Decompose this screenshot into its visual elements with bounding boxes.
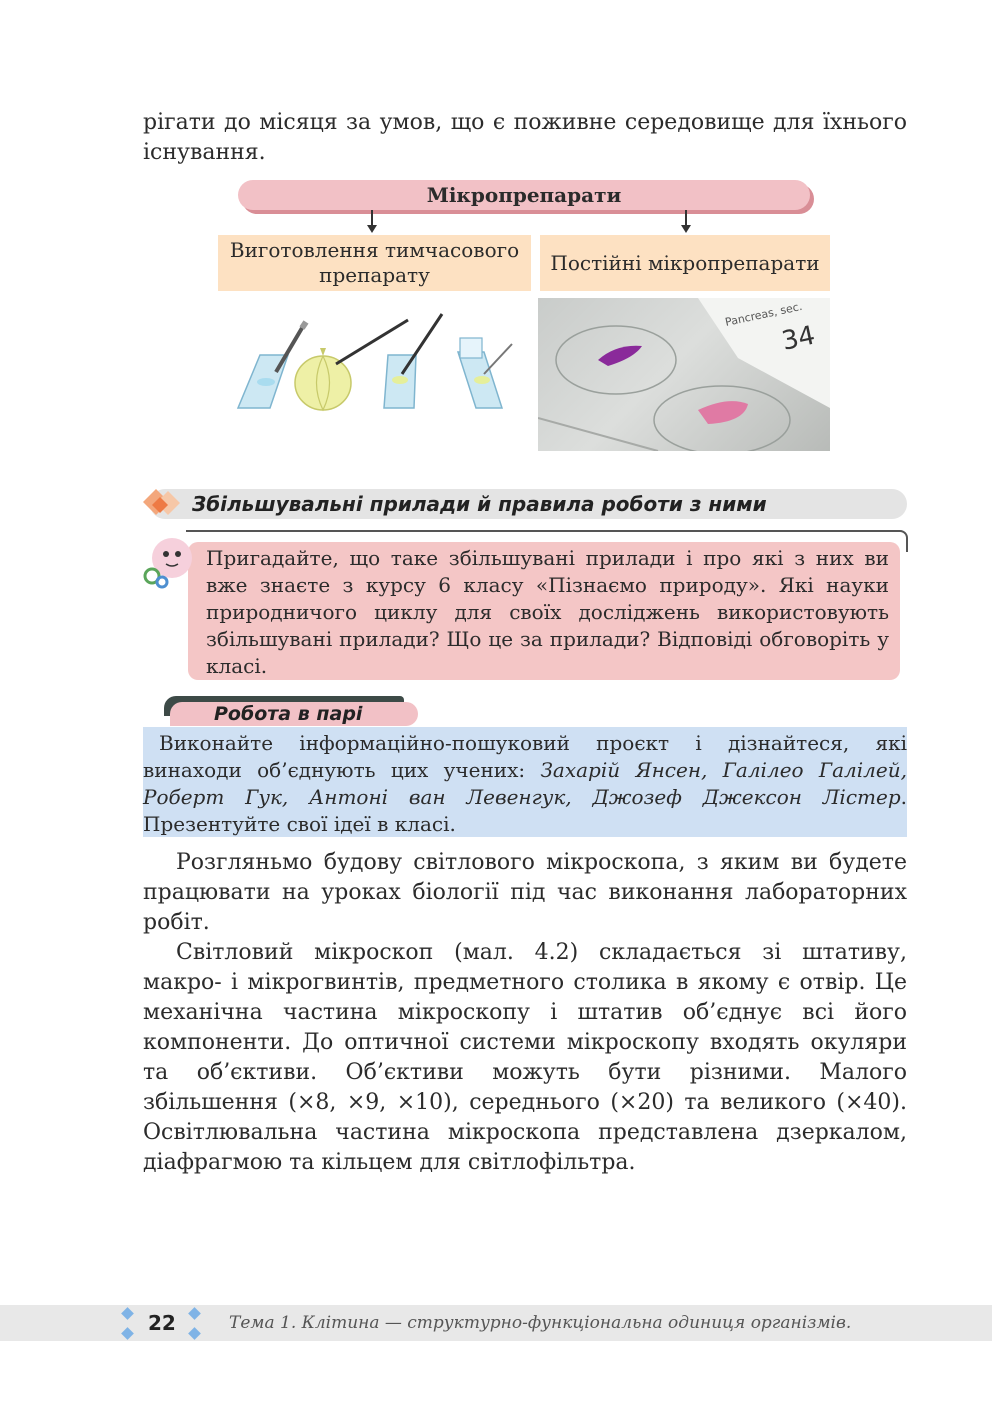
slide-with-pipette <box>238 322 306 408</box>
page-number: 22 <box>148 1311 176 1335</box>
footer-topic: Тема 1. Клітина — структурно-функціональна одиниця організмів. <box>229 1313 852 1333</box>
arrow-right-head <box>681 225 691 233</box>
pair-work-title: Робота в парі <box>214 703 363 725</box>
slides-photo-drawing <box>538 298 830 451</box>
arrow-left-line <box>371 210 373 226</box>
pair-work-text-end: . Презентуйте свої ідеї в класі. <box>143 785 907 836</box>
permanent-slides-photo <box>538 298 830 451</box>
body-paragraph-1: Розгляньмо будову світлового мікроскопа, з яким ви будете працювати на уроках біології під час виконання лабораторних робіт. <box>143 850 907 935</box>
pair-work-text <box>143 730 907 838</box>
intro-paragraph: рігати до місяця за умов, що є поживне середовище для їхнього існування. <box>143 110 907 165</box>
axolotl-mascot-icon <box>140 534 198 590</box>
recall-text: Пригадайте, що таке збільшувані прилади і про які з них ви вже знаєте з курсу 6 класу «Пізнаємо природу». Які науки природничого циклу для своїх досліджень використовують збільшувані прилади? Що це за прилади? Відповіді обговоріть у класі. <box>206 546 889 678</box>
body-paragraph-2: Світловий мікроскоп (мал. 4.2) складається зі штативу, макро- і мікрогвинтів, предметного столика в якому є отвір. Це механічна частина мікроскопу і штатив об’єднує всі його компоненти. До оптичної системи мікроскопу входять окуляри та об’єктиви. Об’єктиви можуть бути різними. Малого збільшення (×8, ×9, ×10), середнього (×20) та великого (×40). Освітлювальна частина мікроскопа представлена дзеркалом, діафрагмою та кільцем для світлофільтра. <box>143 940 907 1175</box>
preparation-steps-illustration <box>230 310 530 420</box>
photo-label-number: 34 <box>779 320 818 357</box>
slide-with-cover-glass <box>458 338 512 408</box>
photo-label-top: Pancreas, sec. <box>723 299 804 329</box>
section-title: Збільшувальні прилади й правила роботи з ними <box>192 492 767 516</box>
pair-work-text-start: Виконайте інформаційно-пошуковий проєкт і дізнайтеся, які винаходи об’єднують цих учених: <box>143 731 907 782</box>
arrow-left-head <box>367 225 377 233</box>
scientist-names: Захарій Янсен, Галілео Галілей, Роберт Гук, Антоні ван Левенгук, Джозеф Джексон Лістер <box>143 758 907 809</box>
temporary-preparation-box: Виготовлення тимчасового препарату <box>218 235 531 291</box>
diagram-title: Мікропрепарати <box>238 180 810 210</box>
permanent-preparations-box: Постійні мікропрепарати <box>540 235 830 291</box>
diamond-icon <box>142 487 184 523</box>
arrow-right-line <box>685 210 687 226</box>
